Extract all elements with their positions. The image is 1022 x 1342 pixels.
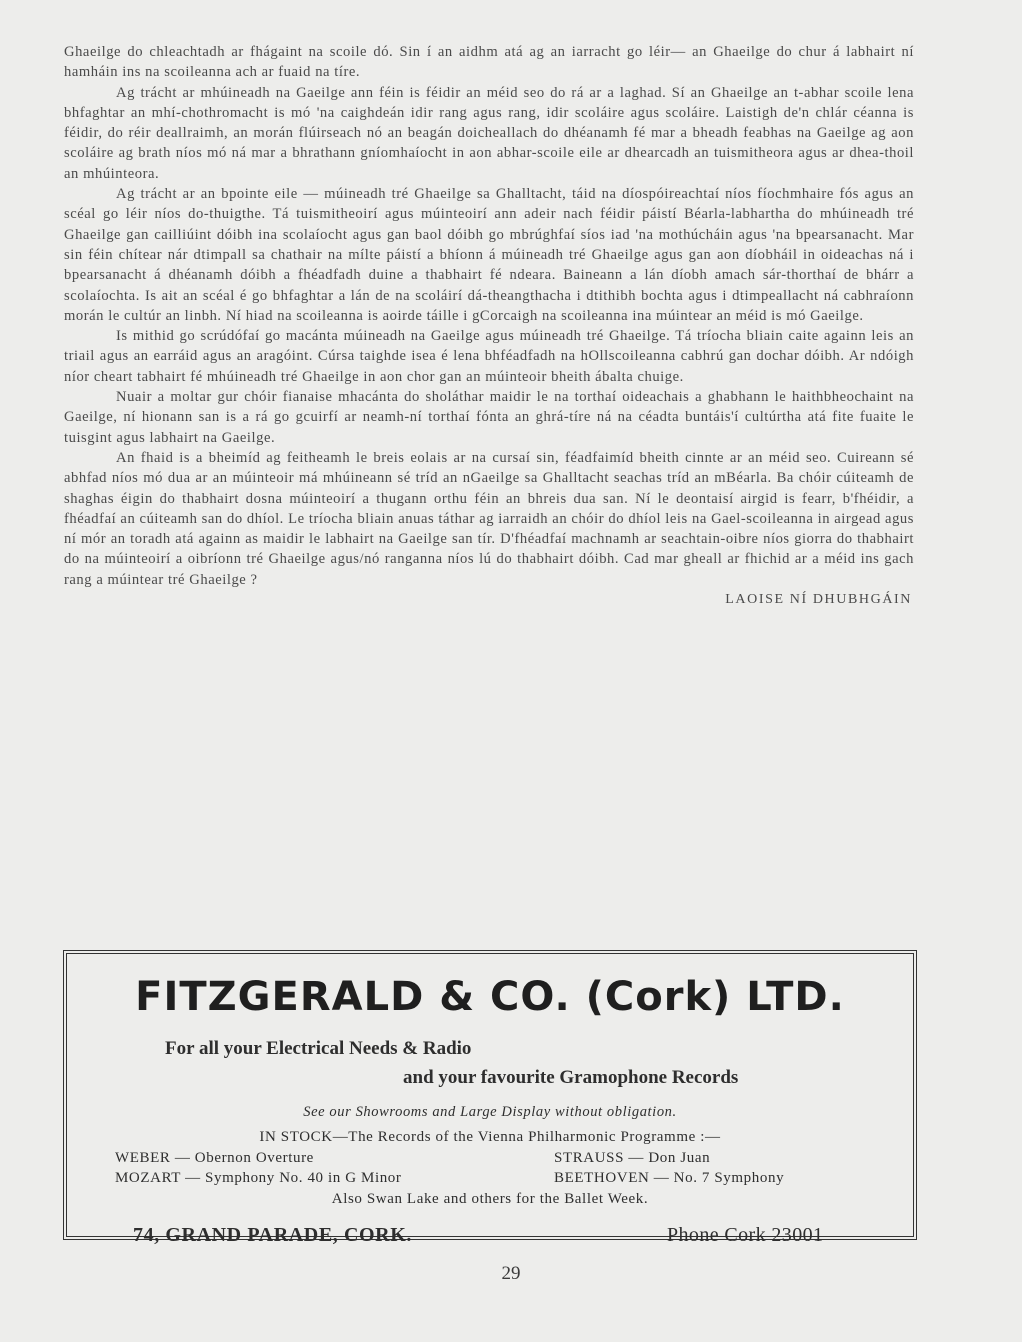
ad-company-name: FITZGERALD & CO. (Cork) LTD.	[135, 974, 845, 1020]
ad-record-left: WEBER — Obernon Overture	[115, 1150, 314, 1166]
article-paragraph: Nuair a moltar gur chóir fianaise mhacánta do sholáthar maidir le na torthaí oideachais a ghabhann le haithbheochaint na Gaeilge, ní hionann san is a rá go gcuirfí ar neamh-ní torthaí fónta an ghrá-tíre ná na céadta buntáis'í cultúrtha atá fite fuaite le tuisgint agus labhairt na Gaeilge.	[64, 389, 914, 446]
ad-tagline-records: and your favourite Gramophone Records	[403, 1067, 739, 1088]
ad-record-left: MOZART — Symphony No. 40 in G Minor	[115, 1170, 402, 1186]
ad-record-right: STRAUSS — Don Juan	[554, 1150, 711, 1166]
ad-showroom-note: See our Showrooms and Large Display without obligation.	[303, 1104, 677, 1120]
ad-address: 74, GRAND PARADE, CORK.	[133, 1224, 412, 1246]
ad-record-right: BEETHOVEN — No. 7 Symphony	[554, 1170, 785, 1186]
ad-also-note: Also Swan Lake and others for the Ballet Week.	[331, 1191, 649, 1207]
ad-stock-heading: IN STOCK—The Records of the Vienna Philharmonic Programme :—	[259, 1129, 721, 1145]
article-paragraph: Is mithid go scrúdófaí go macánta múineadh na Gaeilge agus múineadh tré Ghaeilge. Tá tríocha bliain caite againn leis an triail agus an earráid agus an aragóint. Cúrsa taighde isea é lena bhféadfadh na hOllscoileanna cabhrú gan dochar dóibh. Ar ndóigh níor cheart tabhairt fé mhúineadh tré Ghaeilge in aon chor gan an múinteoir bheith ábalta chuige.	[64, 328, 914, 385]
article-paragraph: Ghaeilge do chleachtadh ar fhágaint na scoile dó. Sin í an aidhm atá ag an iarracht go léir— an Ghaeilge do chur á labhairt ní hamháin ins na scoileanna ach ar fuaid na tíre.	[64, 44, 914, 81]
author-signature: LAOISE NÍ DHUBHGÁIN	[725, 592, 912, 608]
article-paragraph: Ag trácht ar mhúineadh na Gaeilge ann féin is féidir an méid seo do rá ar a laghad. Sí an Ghaeilge an t-abhar scoile lena bhfaghtar an mhí-chothromacht is mó 'na caighdeán idir rang agus rang, idir scoláire agus scoláire. Laistigh de'n chlár céanna is féidir, do réir deallraimh, an morán flúirseach nó an beagán doicheallach do dhéanamh fé mar a bheadh feabhas na Gaeilge ag aon scoláire ag brath níos mó ná mar a bhrathann gníomhaíocht in aon abhar-scoile eile ar dhearcadh an tuismitheora agus ar dhea-thoil an mhúinteora.	[64, 84, 914, 182]
article-paragraph: An fhaid is a bheimíd ag feitheamh le breis eolais ar na cursaí sin, féadfaimíd bheith cinnte ar an méid seo. Cuireann sé abhfad níos mó dua ar an múinteoir má mhúineann sé tríd an nGaeilge sa Ghalltacht seachas tríd an mBéarla. Ba chóir cúiteamh de shaghas éigin do thabhairt dosna múinteoirí a thugann orthu féin an bhreis dua san. Ní le deontaisí airgid is fearr, b'fhéidir, a fhéadfaí an cúiteamh san do dhíol. Le tríocha bliain anuas táthar ag iarraidh an chóir do dhíol leis na Gael-scoileanna in airgead agus ní mór an toradh atá againn as maidir le labhairt na Gaeilge san tír. D'fhéadfaí machnamh ar seachtain-oibre níos giorra do thabhairt do na múinteoirí a oibríonn tré Ghaeilge agus/nó ranganna níos lú do thabhairt dóibh. Cad mar gheall ar fhichid ar a méid ins gach rang a múintear tré Ghaeilge ?	[64, 449, 914, 588]
article-paragraph: Ag trácht ar an bpointe eile — múineadh tré Ghaeilge sa Ghalltacht, táid na díospóireachtaí níos fíochmhaire fós agus an scéal go léir níos do-thuigthe. Tá tuismitheoirí agus múinteoirí ann adeir nach féidir páistí Béarla-labhartha do mhúineadh tré Ghaeilge gan cailliúint dóibh ina scolaíocht agus gan baol dóibh go mbrúghfaí síos iad 'na mothúcháin agus 'na bpearsanacht. Mar sin féin chítear nár dtimpall sa chathair na mílte páistí a bhíonn á múineadh tré Ghaeilge agus gan aon díobháil in oideachas ná i bpearsanacht á dhéanamh dóibh a fhéadfadh duine a thabhairt fé ndeara. Baineann a lán díobh amach sár-thorthaí de bhárr a scolaíochta. Is ait an scéal é go bhfaghtar a lán de na scoláirí dá-theangthacha i dtithibh bochta agus i dtimpeallacht ná cabhraíonn morán le cultúr an linbh. Ní hiad na scoileanna is aoirde táille i gCorcaigh na scoileanna ina múintear an méid is mó Gaeilge.	[64, 186, 914, 324]
advertisement-box	[63, 950, 917, 1246]
article-body	[64, 42, 914, 610]
ad-tagline-electrical: For all your Electrical Needs & Radio	[165, 1038, 472, 1059]
page-number: 29	[501, 1263, 521, 1284]
ad-phone: Phone Cork 23001	[667, 1224, 824, 1246]
